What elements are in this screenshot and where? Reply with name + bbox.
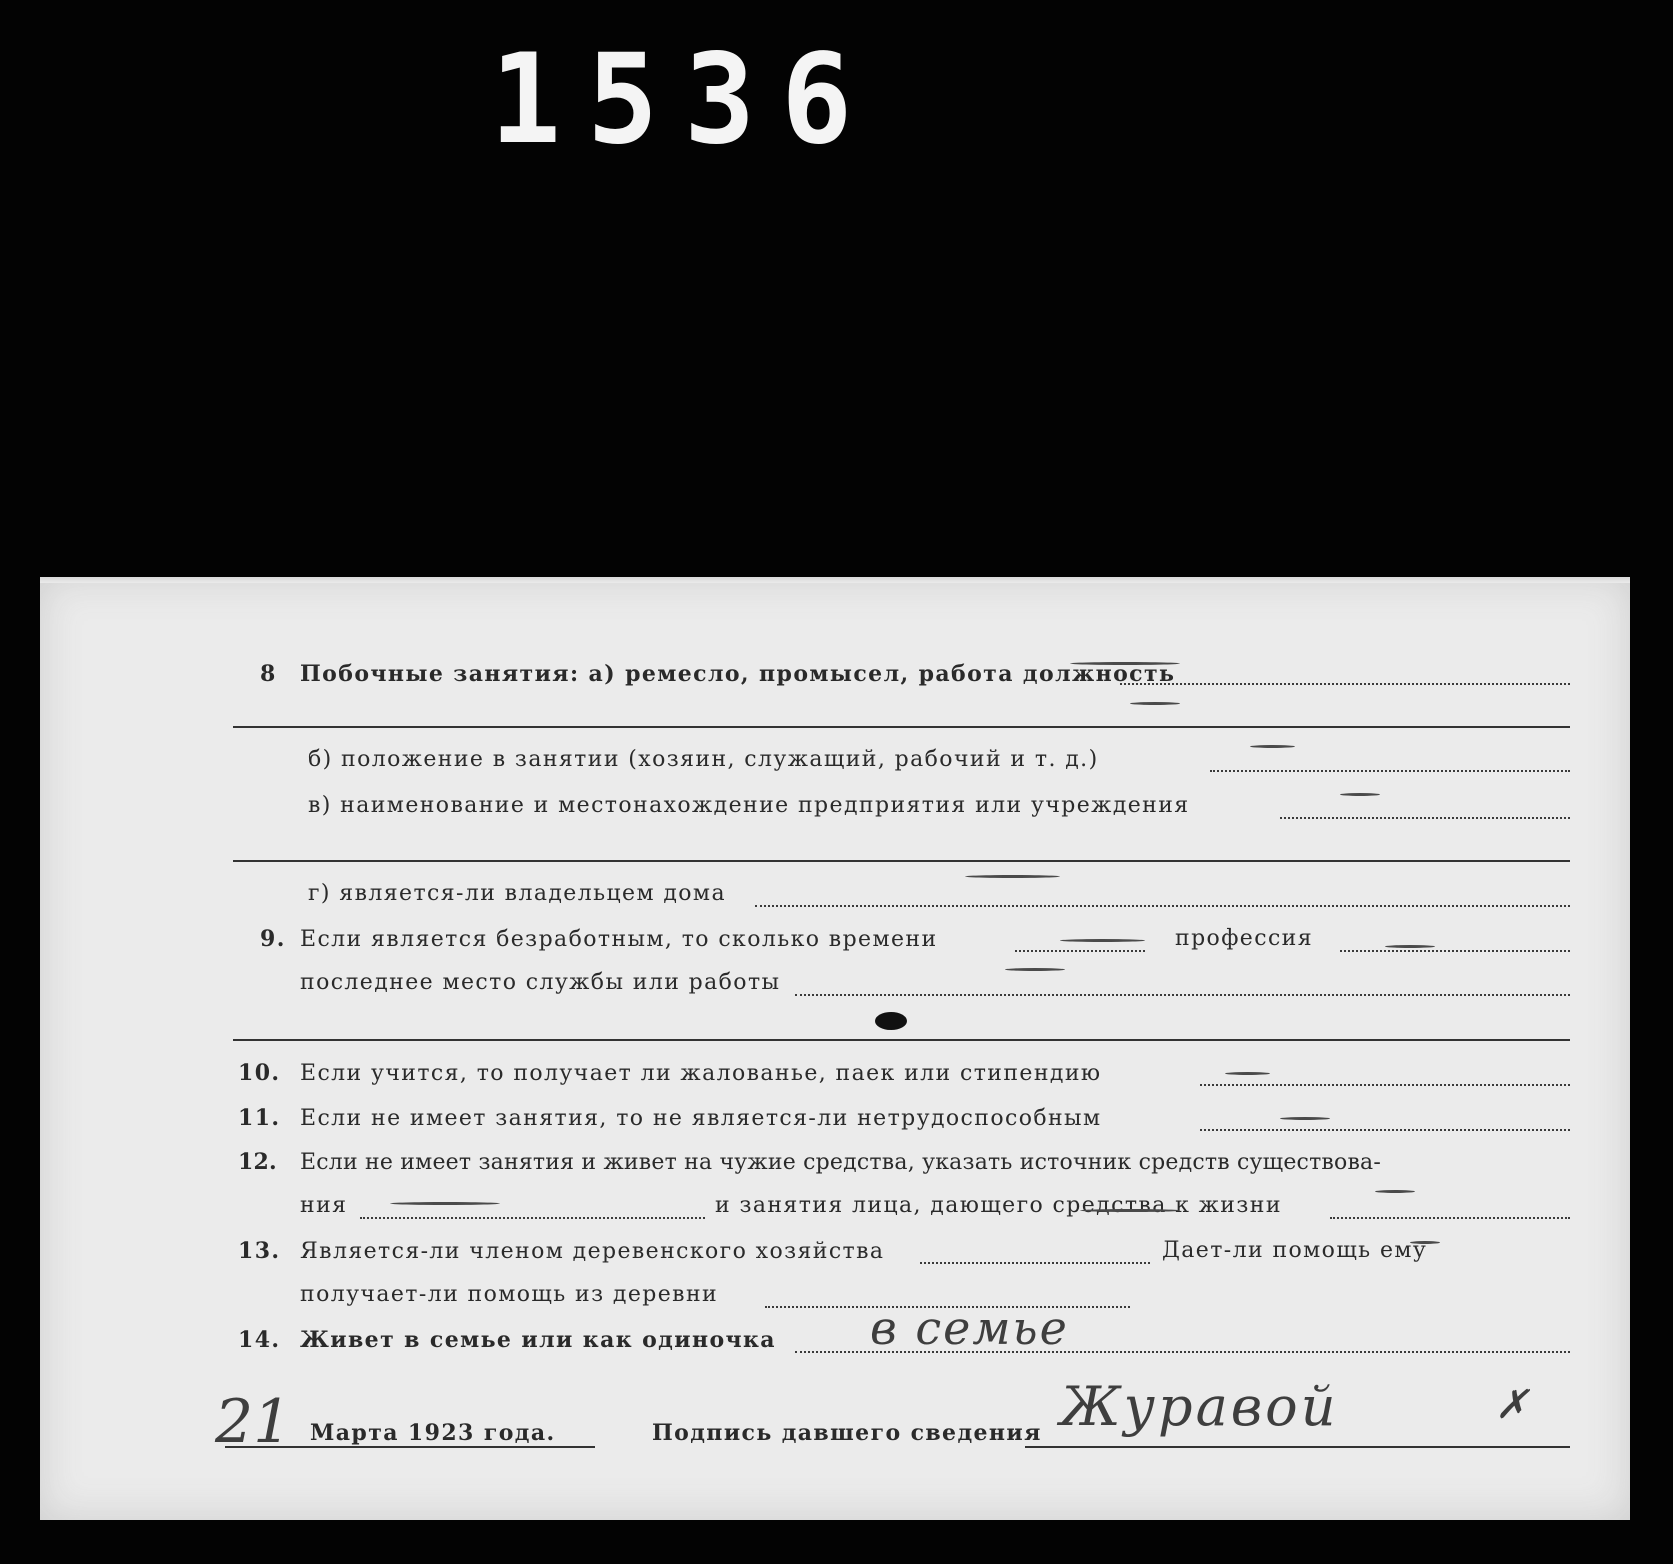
footer-day-handwritten: 21 <box>215 1387 292 1457</box>
card-edge <box>40 577 1630 583</box>
footer-signature-label: Подпись давшего сведения <box>652 1420 1042 1446</box>
q10-answer-line <box>1200 1084 1570 1086</box>
q9-profession-label: профессия <box>1175 926 1314 951</box>
q9-answer-line-2 <box>233 1039 1570 1041</box>
q13-label: Является-ли членом деревенского хозяйства <box>300 1239 885 1264</box>
q8-number: 8 <box>260 661 277 687</box>
q8v-answer-line <box>1280 817 1570 819</box>
q13-number: 13. <box>238 1238 281 1264</box>
ink-blot <box>875 1012 907 1030</box>
q12-number: 12. <box>238 1149 277 1175</box>
pen-dash <box>1410 1241 1440 1244</box>
q8b-answer-line <box>1210 770 1570 772</box>
pen-dash <box>1070 662 1180 665</box>
pen-dash <box>1080 1209 1180 1212</box>
q8v-label: в) наименование и местонахождение предприятия или учреждения <box>308 793 1190 818</box>
q12-occupation-line <box>1330 1217 1570 1219</box>
q12-cont-b-line <box>715 1195 1282 1217</box>
pen-dash <box>1130 702 1180 705</box>
q13-help-given: Дает-ли помощь ему <box>1162 1238 1428 1263</box>
q13-line <box>238 1240 884 1263</box>
q9-profession <box>1175 928 1313 950</box>
footer-date-line <box>225 1446 595 1448</box>
pen-dash <box>1385 945 1435 948</box>
q11-line <box>238 1107 1101 1130</box>
q8g-line <box>308 883 726 905</box>
frame-number: 1536 <box>490 26 879 172</box>
q12-label: Если не имеет занятия и живет на чужие средства, указать источник средств существова- <box>300 1150 1382 1175</box>
q8-answer-line <box>1120 683 1570 685</box>
pen-dash <box>1280 1117 1330 1120</box>
q8b-line <box>308 749 1099 771</box>
q8-answer-line-2 <box>233 726 1570 728</box>
footer-stamp-mark: ✗ <box>1495 1382 1529 1428</box>
q11-number: 11. <box>238 1105 281 1131</box>
footer-month-year: Марта 1923 года. <box>310 1420 556 1446</box>
q8v-answer-line-2 <box>233 860 1570 862</box>
q9-last-place-line <box>300 972 780 994</box>
q11-answer-line <box>1200 1129 1570 1131</box>
pen-dash <box>1250 745 1295 748</box>
pen-dash <box>1340 793 1380 796</box>
q14-answer-handwritten: в семье <box>870 1301 1069 1355</box>
q8v-line <box>308 795 1190 817</box>
pen-dash <box>390 1202 500 1205</box>
pen-dash <box>1060 939 1145 942</box>
footer-signature-line <box>1025 1446 1570 1448</box>
q9-profession-line <box>1340 950 1570 952</box>
pen-dash <box>1375 1190 1415 1193</box>
q9-line <box>260 928 938 951</box>
q9-label: Если является безработным, то сколько времени <box>300 927 938 952</box>
census-card <box>40 577 1630 1520</box>
q11-label: Если не имеет занятия, то не является-ли нетрудоспособным <box>300 1106 1102 1131</box>
q13-help-received-line <box>300 1284 718 1306</box>
q8g-answer-line <box>755 905 1570 907</box>
pen-dash <box>965 875 1060 878</box>
q12-cont-a: ния <box>300 1193 348 1218</box>
footer-signature-label-line <box>652 1422 1042 1444</box>
q13-help-given-line <box>1162 1240 1427 1262</box>
q14-line <box>238 1329 776 1351</box>
pen-dash <box>1005 968 1065 971</box>
q10-label: Если учится, то получает ли жалованье, паек или стипендию <box>300 1061 1102 1086</box>
q13-member-line <box>920 1262 1150 1264</box>
q9-last-place-line-rule <box>795 994 1570 996</box>
footer-signature-handwritten: Журавой <box>1060 1375 1339 1438</box>
q13-help-received: получает-ли помощь из деревни <box>300 1282 719 1307</box>
q12-source-line <box>360 1217 705 1219</box>
q10-number: 10. <box>238 1060 281 1086</box>
q8g-label: г) является-ли владельцем дома <box>308 881 726 906</box>
q8-line <box>260 663 1175 685</box>
q12-cont-line <box>300 1195 347 1217</box>
q12-line <box>238 1151 1381 1174</box>
pen-dash <box>1225 1072 1270 1075</box>
q9-duration-line <box>1015 950 1145 952</box>
q9-number: 9. <box>260 926 286 952</box>
q14-number: 14. <box>238 1327 281 1353</box>
q9-last-place-label: последнее место службы или работы <box>300 970 781 995</box>
q8-label: Побочныe занятия: а) ремесло, промысел, работа должность <box>300 661 1176 687</box>
footer-date <box>310 1422 556 1444</box>
q12-cont-b: и занятия лица, дающего средства к жизни <box>715 1193 1282 1218</box>
q10-line <box>238 1062 1101 1085</box>
q8b-label: б) положение в занятии (хозяин, служащий, рабочий и т. д.) <box>308 747 1099 772</box>
q14-label: Живет в семье или как одиночка <box>300 1327 776 1353</box>
